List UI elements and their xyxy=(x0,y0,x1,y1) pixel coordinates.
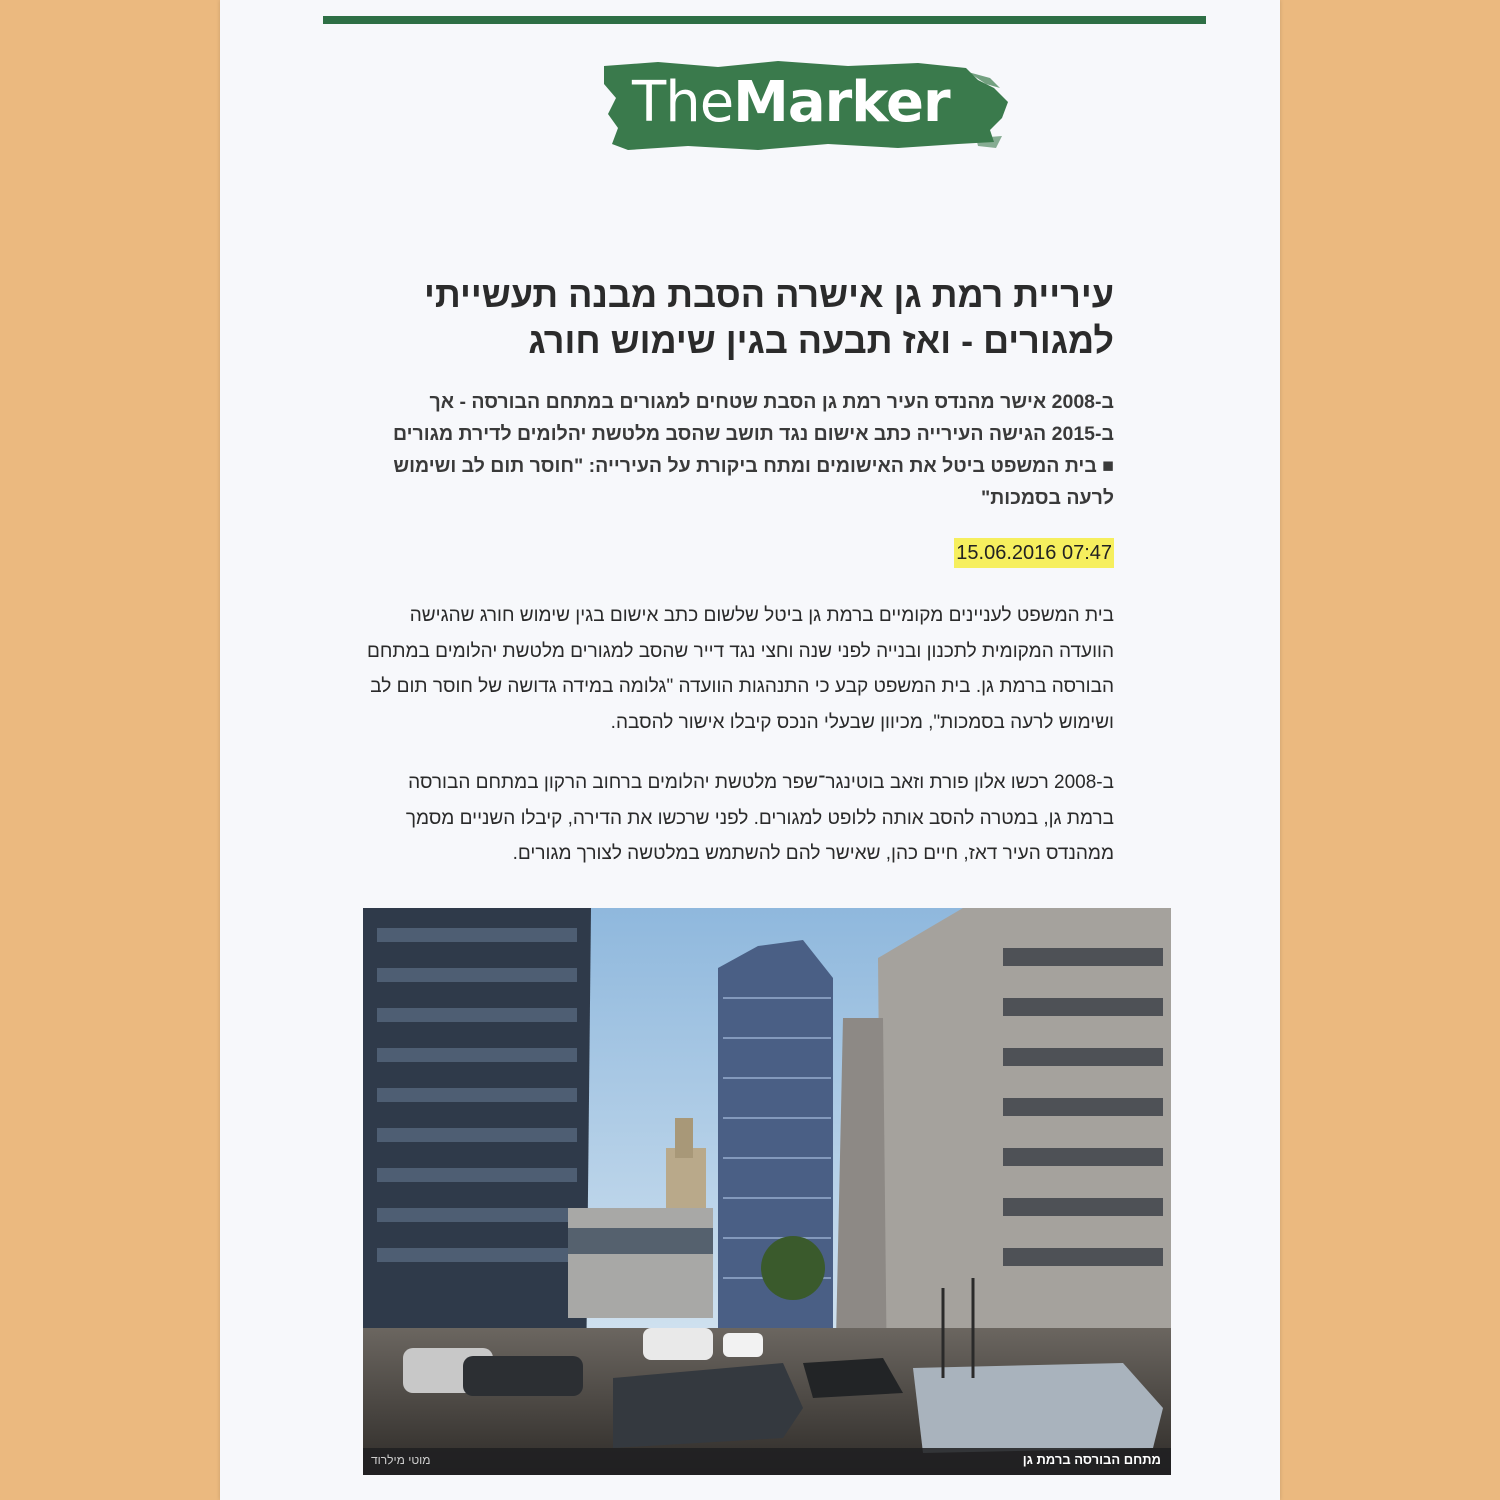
themarker-logo xyxy=(598,58,1010,154)
photo-caption: מתחם הבורסה ברמת גן xyxy=(1022,1452,1161,1467)
article-subhead: ב-2008 אישר מהנדס העיר רמת גן הסבת שטחים למגורים במתחם הבורסה - אך ב-2015 הגישה העירייה כתב אישום נגד תושב שהסב מלטשת יהלומים לדירת מגורים ■ בית המשפט ביטל את האישומים ומתח ביקורת על העירייה: "חוסר תום לב ושימוש לרעה בסמכות" xyxy=(392,391,1114,509)
logo-wordmark xyxy=(632,70,950,135)
article-headline: עיריית רמת גן אישרה הסבת מבנה תעשייתי למגורים - ואז תבעה בגין שימוש חורג xyxy=(424,274,1114,361)
article-paragraph-2: ב-2008 רכשו אלון פורת וזאב בוטינגר־שפר מלטשת יהלומים ברחוב הרקון במתחם הבורסה ברמת גן, במטרה להסב אותה ללופט למגורים. לפני שרכשו את הדירה, קיבלו השניים מסמך ממהנדס העיר דאז, חיים כהן, שאישר להם להשתמש במלטשה לצורך מגורים. xyxy=(405,772,1114,864)
article-photo xyxy=(363,908,1171,1475)
date-wrapper xyxy=(954,538,1114,568)
article-paragraph-1: בית המשפט לעניינים מקומיים ברמת גן ביטל שלשום כתב אישום בגין שימוש חורג שהגישה הוועדה המקומית לתכנון ובנייה לפני שנה וחצי נגד דייר שהסב למגורים מלטשת יהלומים במתחם הבורסה ברמת גן. בית המשפט קבע כי התנהגות הוועדה "גלומה במידה גדושה של חוסר תום לב ושימוש לרעה בסמכות", מכיוון שבעלי הנכס קיבלו אישור להסבה. xyxy=(366,605,1114,733)
logo-text-bold: Marker xyxy=(733,70,950,135)
logo-text-light: The xyxy=(632,70,734,135)
photo-illustration xyxy=(363,908,1171,1475)
scanned-page xyxy=(220,0,1280,1500)
photo-credit: מוטי מילרוד xyxy=(371,1453,431,1467)
publish-date: 15.06.2016 07:47 xyxy=(954,538,1114,568)
top-rule xyxy=(323,16,1206,24)
